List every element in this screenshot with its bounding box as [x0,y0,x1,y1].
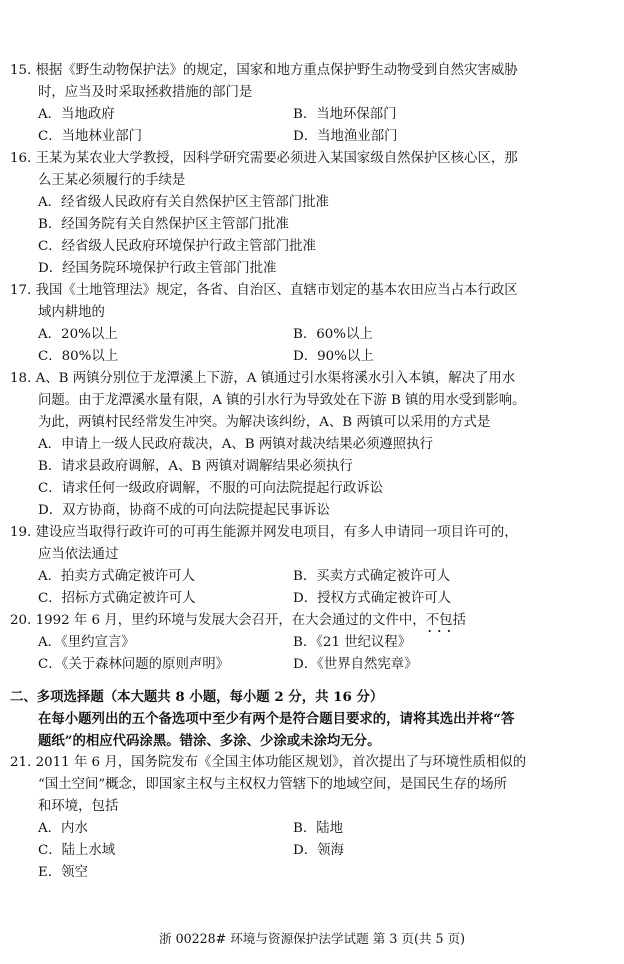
q18-option-c: C．请求任何一级政府调解，不服的可向法院提起行政诉讼 [38,481,384,496]
q16-option-b: B．经国务院有关自然保护区主管部门批准 [38,217,289,232]
question-18-cont-2: 为此，两镇村民经常发生冲突。为解决该纠纷，A、B 两镇可以采用的方式是 [38,415,491,430]
q18-option-a: A．申请上一级人民政府裁决，A、B 两镇对裁决结果必须遵照执行 [38,437,433,452]
q21-option-c: C．陆上水域 [38,843,116,858]
q17-option-b: B．60%以上 [293,327,373,342]
q19-option-a: A．拍卖方式确定被许可人 [38,569,195,584]
question-21-cont-1: “国土空间”概念，即国家主权与主权权力管辖下的地域空间，是国民生存的场所 [38,777,507,792]
question-17-cont: 域内耕地的 [38,305,105,320]
section-2-heading: 二、多项选择题（本大题共 8 小题，每小题 2 分，共 16 分） [10,689,384,705]
q17-option-c: C．80%以上 [38,349,119,364]
emphasis-not-include: 不包括 · · · [426,612,466,630]
section-2-instruction-1: 在每小题列出的五个备选项中至少有两个是符合题目要求的，请将其选出并将“答 [38,711,515,727]
q15-option-b: B．当地环保部门 [293,107,397,122]
question-20: 20. 1992 年 6 月，里约环境与发展大会召开，在大会通过的文件中，不包括 · · · [10,612,466,630]
question-16: 16. 王某为某农业大学教授，因科学研究需要必须进入某国家级自然保护区核心区，那 [10,151,518,166]
q21-option-b: B．陆地 [293,821,344,836]
question-19-cont: 应当依法通过 [38,547,119,562]
question-18-cont-1: 问题。由于龙潭溪水量有限，A 镇的引水行为导致处在下游 B 镇的用水受到影响。 [38,393,526,408]
q18-option-d: D．双方协商，协商不成的可向法院提起民事诉讼 [38,503,330,518]
q17-option-d: D．90%以上 [293,349,374,364]
q19-option-d: D．授权方式确定被许可人 [293,591,452,606]
question-17: 17. 我国《土地管理法》规定，各省、自治区、直辖市划定的基本农田应当占本行政区 [10,283,518,298]
question-15-cont: 时，应当及时采取拯救措施的部门是 [38,85,253,100]
q15-option-c: C．当地林业部门 [38,129,142,144]
q21-option-e: E．领空 [38,865,88,880]
q21-option-a: A．内水 [38,821,88,836]
question-18: 18. A、B 两镇分别位于龙潭溪上下游，A 镇通过引水渠将溪水引入本镇，解决了用水 [10,371,516,386]
q18-option-b: B．请求县政府调解，A、B 两镇对调解结果必须执行 [38,459,353,474]
q19-option-b: B．买卖方式确定被许可人 [293,569,451,584]
q16-option-d: D．经国务院环境保护行政主管部门批准 [38,261,277,276]
q21-option-d: D．领海 [293,843,344,858]
question-16-cont: 么王某必须履行的手续是 [38,173,186,188]
question-21-cont-2: 和环境，包括 [38,799,119,814]
q15-option-d: D．当地渔业部门 [293,129,398,144]
q16-option-c: C．经省级人民政府环境保护行政主管部门批准 [38,239,317,254]
q20-option-b: B．《21 世纪议程》 [293,635,412,650]
q20-option-a: A．《里约宣言》 [38,635,135,650]
q15-option-a: A．当地政府 [38,107,115,122]
question-15: 15. 根据《野生动物保护法》的规定，国家和地方重点保护野生动物受到自然灾害威胁 [10,63,518,78]
q20-option-d: D．《世界自然宪章》 [293,657,418,672]
section-2-instruction-2: 题纸”的相应代码涂黑。错涂、多涂、少涂或未涂均无分。 [38,733,381,749]
page-footer: 浙 00228# 环境与资源保护法学试题 第 3 页(共 5 页) [159,931,465,946]
q19-option-c: C．招标方式确定被许可人 [38,591,196,606]
q16-option-a: A．经省级人民政府有关自然保护区主管部门批准 [38,195,329,210]
q17-option-a: A．20%以上 [38,327,118,342]
q20-option-c: C．《关于森林问题的原则声明》 [38,657,230,672]
question-19: 19. 建设应当取得行政许可的可再生能源并网发电项目，有多人申请同一项目许可的， [10,525,518,540]
question-21: 21. 2011 年 6 月，国务院发布《全国主体功能区规划》，首次提出了与环境性质相似的 [10,755,527,770]
